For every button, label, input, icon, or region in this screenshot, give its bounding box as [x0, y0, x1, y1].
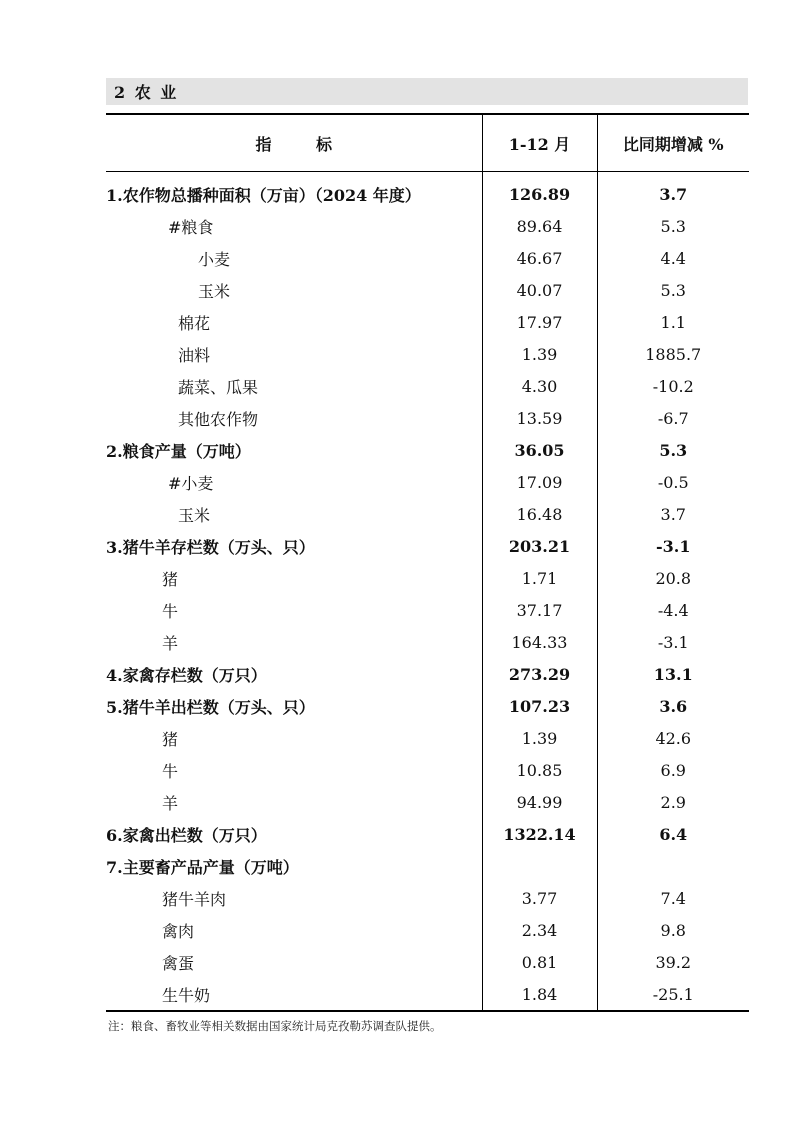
row-change: 13.1 [597, 658, 749, 690]
agriculture-table [106, 113, 749, 1012]
row-change [597, 850, 749, 882]
row-label: 玉米 [198, 281, 231, 301]
table-header-row [106, 114, 749, 172]
table-row [106, 370, 749, 402]
row-label: 猪 [162, 569, 179, 589]
table-row [106, 626, 749, 658]
table-row [106, 402, 749, 434]
row-change: 39.2 [597, 946, 749, 978]
row-label: 4.家禽存栏数（万只） [106, 665, 267, 685]
row-change: -0.5 [597, 466, 749, 498]
row-label: 猪 [162, 729, 179, 749]
table-row [106, 818, 749, 850]
table-row [106, 562, 749, 594]
row-label: 生牛奶 [162, 985, 211, 1005]
row-change: -3.1 [597, 530, 749, 562]
row-value: 37.17 [482, 594, 597, 626]
row-label: 羊 [162, 793, 179, 813]
row-change: -10.2 [597, 370, 749, 402]
footnote: 注：粮食、畜牧业等相关数据由国家统计局克孜勒苏调查队提供。 [108, 1019, 442, 1033]
table-row [106, 946, 749, 978]
row-value: 0.81 [482, 946, 597, 978]
row-change: 42.6 [597, 722, 749, 754]
table-row [106, 530, 749, 562]
table-row [106, 658, 749, 690]
row-value: 1.84 [482, 978, 597, 1011]
row-value: 36.05 [482, 434, 597, 466]
row-label: 猪牛羊肉 [162, 889, 227, 909]
row-value: 1322.14 [482, 818, 597, 850]
row-label: #粮食 [168, 217, 214, 237]
table-row [106, 172, 749, 211]
table-row [106, 850, 749, 882]
row-value: 1.39 [482, 338, 597, 370]
row-label: 禽蛋 [162, 953, 195, 973]
row-change: -3.1 [597, 626, 749, 658]
row-change: 3.7 [597, 498, 749, 530]
table-row [106, 690, 749, 722]
table-row [106, 914, 749, 946]
row-label: 1.农作物总播种面积（万亩）（2024 年度） [106, 185, 421, 205]
row-label: 玉米 [178, 505, 211, 525]
row-value: 13.59 [482, 402, 597, 434]
table-row [106, 338, 749, 370]
table-row [106, 786, 749, 818]
table-row [106, 498, 749, 530]
row-change: 1885.7 [597, 338, 749, 370]
row-label: 2.粮食产量（万吨） [106, 441, 251, 461]
header-period: 1-12 月 [482, 114, 597, 172]
row-change: 6.4 [597, 818, 749, 850]
row-change: 4.4 [597, 242, 749, 274]
row-label: 油料 [178, 345, 211, 365]
row-change: 6.9 [597, 754, 749, 786]
row-label: 禽肉 [162, 921, 195, 941]
row-change: 9.8 [597, 914, 749, 946]
row-value: 94.99 [482, 786, 597, 818]
row-value: 1.39 [482, 722, 597, 754]
row-label: 羊 [162, 633, 179, 653]
row-value [482, 850, 597, 882]
row-change: -6.7 [597, 402, 749, 434]
table-row [106, 754, 749, 786]
row-value: 10.85 [482, 754, 597, 786]
row-change: 5.3 [597, 434, 749, 466]
row-value: 3.77 [482, 882, 597, 914]
table-row [106, 466, 749, 498]
row-value: 1.71 [482, 562, 597, 594]
row-label: 其他农作物 [178, 409, 259, 429]
row-change: 3.7 [597, 172, 749, 211]
row-change: 7.4 [597, 882, 749, 914]
row-value: 46.67 [482, 242, 597, 274]
table-row [106, 722, 749, 754]
row-value: 40.07 [482, 274, 597, 306]
row-change: -4.4 [597, 594, 749, 626]
row-value: 89.64 [482, 210, 597, 242]
row-label: 牛 [162, 601, 179, 621]
row-label: 牛 [162, 761, 179, 781]
table-row [106, 274, 749, 306]
row-change: 20.8 [597, 562, 749, 594]
row-label: 蔬菜、瓜果 [178, 377, 259, 397]
row-change: 3.6 [597, 690, 749, 722]
row-value: 17.97 [482, 306, 597, 338]
header-change: 比同期增减 % [597, 114, 749, 172]
row-label: 3.猪牛羊存栏数（万头、只） [106, 537, 315, 557]
row-label: #小麦 [168, 473, 214, 493]
row-value: 107.23 [482, 690, 597, 722]
table-row [106, 434, 749, 466]
table-row [106, 978, 749, 1011]
table-row [106, 594, 749, 626]
row-change: 1.1 [597, 306, 749, 338]
header-indicator: 指 标 [106, 114, 482, 172]
row-value: 126.89 [482, 172, 597, 211]
row-label: 棉花 [178, 313, 211, 333]
row-change: 2.9 [597, 786, 749, 818]
table-row [106, 882, 749, 914]
table-row [106, 210, 749, 242]
row-value: 203.21 [482, 530, 597, 562]
row-label: 7.主要畜产品产量（万吨） [106, 857, 299, 877]
row-label: 小麦 [198, 249, 231, 269]
table-row [106, 306, 749, 338]
section-header [106, 78, 748, 105]
row-change: 5.3 [597, 210, 749, 242]
table-row [106, 242, 749, 274]
row-value: 273.29 [482, 658, 597, 690]
row-label: 6.家禽出栏数（万只） [106, 825, 267, 845]
row-label: 5.猪牛羊出栏数（万头、只） [106, 697, 315, 717]
row-value: 2.34 [482, 914, 597, 946]
section-title: 2 农 业 [114, 83, 179, 102]
row-value: 164.33 [482, 626, 597, 658]
row-value: 17.09 [482, 466, 597, 498]
row-change: -25.1 [597, 978, 749, 1011]
row-change: 5.3 [597, 274, 749, 306]
row-value: 4.30 [482, 370, 597, 402]
row-value: 16.48 [482, 498, 597, 530]
